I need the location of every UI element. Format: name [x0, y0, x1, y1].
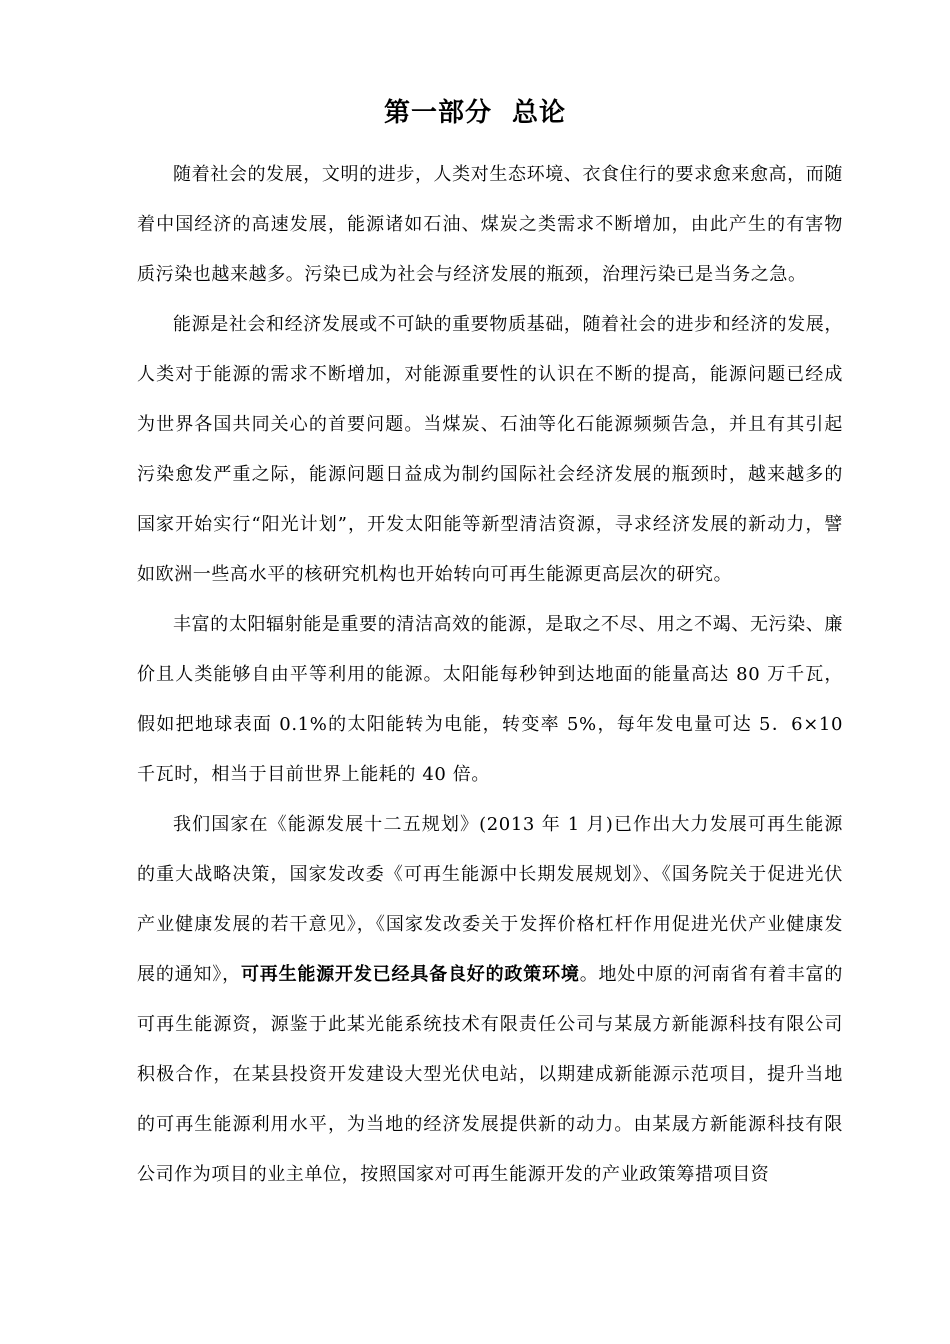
document-body — [137, 150, 843, 1200]
paragraph-intro: 随着社会的发展，文明的进步，人类对生态环境、衣食住行的要求愈来愈高，而随着中国经济的高速发展，能源诸如石油、煤炭之类需求不断增加，由此产生的有害物质污染也越来越多。污染已成为社会与经济发展的瓶颈，治理污染已是当务之急。 — [137, 164, 843, 285]
paragraph-energy-importance: 能源是社会和经济发展或不可缺的重要物质基础，随着社会的进步和经济的发展，人类对于能源的需求不断增加，对能源重要性的认识在不断的提高，能源问题已经成为世界各国共同关心的首要问题。当煤炭、石油等化石能源频频告急，并且有其引起污染愈发严重之际，能源问题日益成为制约国际社会经济发展的瓶颈时，越来越多的国家开始实行“阳光计划”，开发太阳能等新型清洁资源，寻求经济发展的新动力，譬如欧洲一些高水平的核研究机构也开始转向可再生能源更高层次的研究。 — [137, 314, 843, 585]
policy-text-part1: 我们国家在《能源发展十二五规划》(2013 年 1 月)已作出大力发展可再生能源的重大战略决策，国家发改委《可再生能源中长期发展规划》、《国务院关于促进光伏产业健康发展的若干意见》，《国家发改委关于发挥价格杠杆作用促进光伏产业健康发展的通知》， — [137, 814, 843, 985]
paragraph-solar-radiation: 丰富的太阳辐射能是重要的清洁高效的能源，是取之不尽、用之不竭、无污染、廉价且人类能够自由平等利用的能源。太阳能每秒钟到达地面的能量高达 80 万千瓦，假如把地球表面 0.1%的太阳能转为电能，转变率 5%，每年发电量可达 5．6×10 千瓦时，相当于目前世界上能耗的 40 倍。 — [137, 614, 843, 785]
paragraph-national-policy — [137, 800, 843, 1200]
policy-text-part2: 。地处中原的河南省有着丰富的可再生能源资，源鉴于此某光能系统技术有限责任公司与某晟方新能源科技有限公司积极合作，在某县投资开发建设大型光伏电站，以期建成新能源示范项目，提升当地的可再生能源利用水平，为当地的经济发展提供新的动力。由某晟方新能源科技有限公司作为项目的业主单位，按照国家对可再生能源开发的产业政策筹措项目资 — [137, 964, 843, 1185]
page-title: 第一部分 总论 — [383, 98, 567, 128]
policy-highlight: 可再生能源开发已经具备良好的政策环境 — [240, 964, 580, 985]
